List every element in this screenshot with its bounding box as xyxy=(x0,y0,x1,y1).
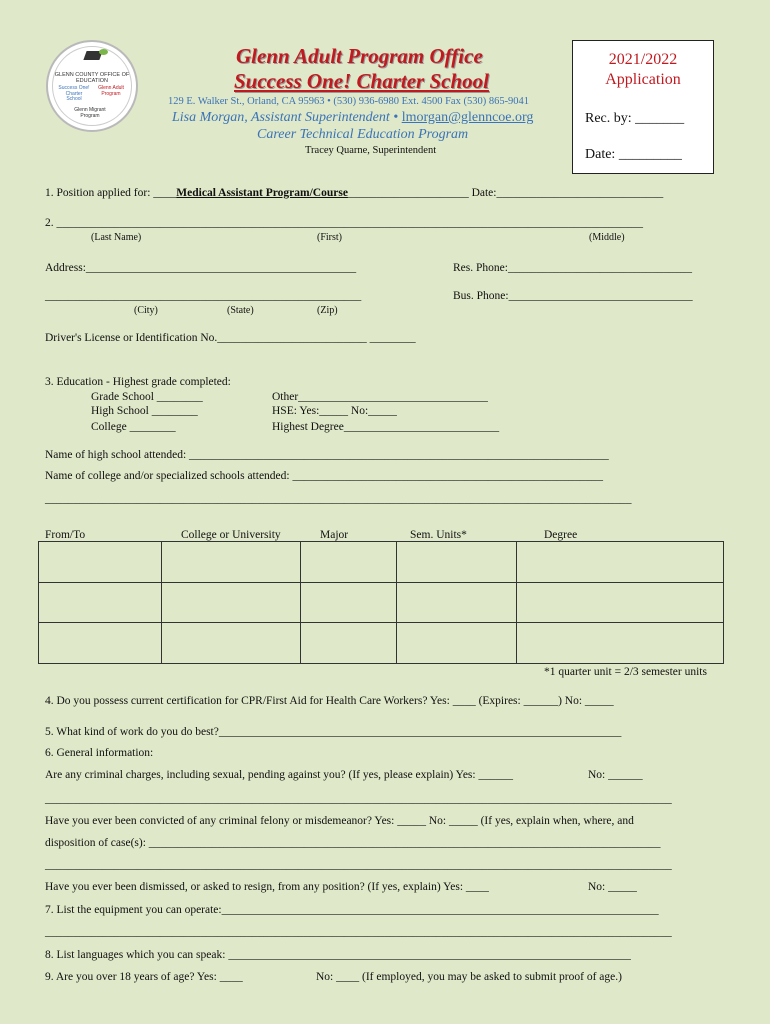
college-field[interactable]: College ________ xyxy=(91,421,176,433)
col-header-from-to: From/To xyxy=(45,529,86,541)
table-cell[interactable] xyxy=(301,623,397,664)
disposition-line2[interactable]: _____________________________________________________________________________________________________________ xyxy=(45,859,672,871)
office-use-box xyxy=(572,40,714,174)
apple-leaf-icon xyxy=(99,49,108,55)
school-title: Success One! Charter School xyxy=(234,69,489,93)
age-no-note[interactable]: No: ____ (If employed, you may be asked to submit proof of age.) xyxy=(316,971,622,983)
seal-quadrant-migrant: Glenn Migrant Program xyxy=(74,107,106,119)
table-cell[interactable] xyxy=(397,582,517,623)
conviction-question[interactable]: Have you ever been convicted of any criminal felony or misdemeanor? Yes: _____ No: _____ (If yes, explain when, where, and xyxy=(45,815,634,827)
position-value[interactable]: Medical Assistant Program/Course xyxy=(176,187,348,199)
position-label: 1. Position applied for: ____ xyxy=(45,187,177,199)
license-field[interactable]: Driver's License or Identification No.__________________________ ________ xyxy=(45,332,416,344)
seal-quadrant-adult: Glenn Adult Program xyxy=(98,85,124,97)
high-school-field[interactable]: High School ________ xyxy=(91,405,198,417)
college-attended-line2[interactable]: ______________________________________________________________________________________________________ xyxy=(45,493,632,505)
received-by-field[interactable]: Rec. by: _______ xyxy=(585,111,685,126)
table-cell[interactable] xyxy=(517,542,724,583)
received-date-field[interactable]: Date: _________ xyxy=(585,147,682,162)
contact-email-link[interactable]: lmorgan@glenncoe.org xyxy=(401,110,534,125)
address-field[interactable]: Address:_______________________________________________ xyxy=(45,262,357,274)
general-info-title: 6. General information: xyxy=(45,747,154,759)
state-caption: (State) xyxy=(227,305,254,316)
cpr-certification-question[interactable]: 4. Do you possess current certification for CPR/First Aid for Health Care Workers? Yes: ____ (Expires: ______) No: _____ xyxy=(45,695,614,707)
dismissal-no[interactable]: No: _____ xyxy=(588,881,637,893)
table-row xyxy=(39,542,724,583)
table-cell[interactable] xyxy=(162,582,301,623)
table-cell[interactable] xyxy=(39,542,162,583)
table-cell[interactable] xyxy=(301,542,397,583)
col-header-units: Sem. Units* xyxy=(410,529,467,541)
bus-phone-field[interactable]: Bus. Phone:________________________________ xyxy=(453,290,693,302)
highest-degree-field[interactable]: Highest Degree___________________________ xyxy=(272,421,500,433)
last-name-caption: (Last Name) xyxy=(91,232,142,243)
office-address: 129 E. Walker St., Orland, CA 95963 • (530) 936-6980 Ext. 4500 Fax (530) 865-9041 xyxy=(168,96,530,107)
dismissal-question[interactable]: Have you ever been dismissed, or asked to resign, from any position? (If yes, explain) Yes: ____ xyxy=(45,881,489,893)
contact-line xyxy=(172,110,533,126)
county-seal-logo xyxy=(46,40,138,132)
col-header-degree: Degree xyxy=(544,529,578,541)
table-cell[interactable] xyxy=(301,582,397,623)
age-question[interactable]: 9. Are you over 18 years of age? Yes: ____ xyxy=(45,971,243,983)
table-cell[interactable] xyxy=(162,623,301,664)
middle-name-caption: (Middle) xyxy=(589,232,625,243)
education-history-table xyxy=(38,541,724,664)
disposition-field[interactable]: disposition of case(s): _________________________________________________________________________________________ xyxy=(45,837,661,849)
criminal-explain-line[interactable]: _____________________________________________________________________________________________________________ xyxy=(45,793,672,805)
city-state-zip-line[interactable]: _______________________________________________________ xyxy=(45,290,362,302)
position-applied-row xyxy=(45,187,663,199)
name-line[interactable]: 2. ______________________________________________________________________________________________________ xyxy=(45,217,643,229)
college-attended-field[interactable]: Name of college and/or specialized schools attended: ______________________________________________________ xyxy=(45,470,603,482)
grade-school-field[interactable]: Grade School ________ xyxy=(91,391,203,403)
table-cell[interactable] xyxy=(39,582,162,623)
table-cell[interactable] xyxy=(397,542,517,583)
table-cell[interactable] xyxy=(517,623,724,664)
equipment-question[interactable]: 7. List the equipment you can operate:____________________________________________________________________________ xyxy=(45,904,659,916)
criminal-charges-question[interactable]: Are any criminal charges, including sexual, pending against you? (If yes, please explain) Yes: ______ xyxy=(45,769,513,781)
superintendent: Tracey Quarne, Superintendent xyxy=(305,145,437,156)
position-date-field[interactable]: _____________________ Date:_____________________________ xyxy=(347,187,664,199)
hse-field[interactable]: HSE: Yes:_____ No:_____ xyxy=(272,405,397,417)
criminal-charges-no[interactable]: No: ______ xyxy=(588,769,643,781)
education-title: 3. Education - Highest grade completed: xyxy=(45,376,231,388)
units-footnote: *1 quarter unit = 2/3 semester units xyxy=(544,666,707,678)
languages-question[interactable]: 8. List languages which you can speak: ______________________________________________________________________ xyxy=(45,949,631,961)
office-title: Glenn Adult Program Office xyxy=(236,44,483,68)
table-cell[interactable] xyxy=(517,582,724,623)
school-year: 2021/2022 xyxy=(608,51,678,68)
seal-quadrant-charter: Success One! Charter School xyxy=(58,85,90,102)
other-education-field[interactable]: Other_________________________________ xyxy=(272,391,488,403)
table-row xyxy=(39,623,724,664)
col-header-major: Major xyxy=(320,529,349,541)
high-school-attended-field[interactable]: Name of high school attended: _________________________________________________________________________ xyxy=(45,449,609,461)
contact-name: Lisa Morgan, Assistant Superintendent • xyxy=(172,110,399,125)
application-label: Application xyxy=(605,71,681,88)
city-caption: (City) xyxy=(134,305,158,316)
zip-caption: (Zip) xyxy=(317,305,338,316)
table-cell[interactable] xyxy=(397,623,517,664)
seal-ring-text: GLENN COUNTY OFFICE OF EDUCATION xyxy=(54,72,130,84)
work-best-question[interactable]: 5. What kind of work do you do best?______________________________________________________________________ xyxy=(45,726,622,738)
program-title: Career Technical Education Program xyxy=(257,127,469,142)
table-row xyxy=(39,582,724,623)
equipment-line2[interactable]: _____________________________________________________________________________________________________________ xyxy=(45,926,672,938)
col-header-college: College or University xyxy=(181,529,281,541)
table-cell[interactable] xyxy=(39,623,162,664)
res-phone-field[interactable]: Res. Phone:________________________________ xyxy=(453,262,692,274)
first-name-caption: (First) xyxy=(317,232,342,243)
table-cell[interactable] xyxy=(162,542,301,583)
